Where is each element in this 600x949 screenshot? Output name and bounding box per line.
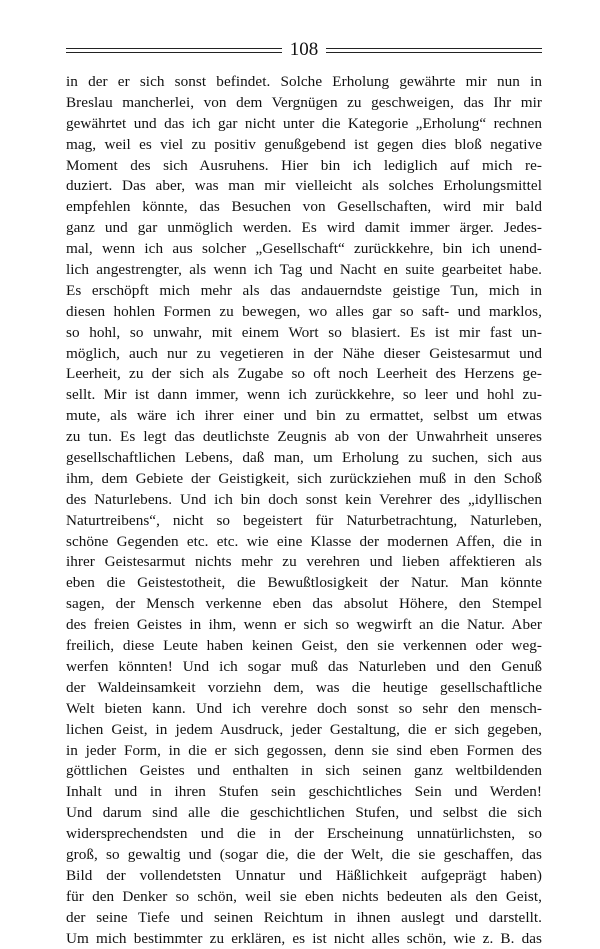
text-line: mal, wenn ich aus solcher „Gesellschaft“ zurückkehre, bin ich unend- <box>66 240 542 258</box>
text-line: Breslau mancherlei, von dem Vergnügen zu geschweigen, das Ihr mir <box>66 93 542 111</box>
text-line: ganz und gar unmöglich werden. Es wird damit immer ärger. Jedes- <box>66 219 542 237</box>
text-line: Leerheit, zu der sich als Zugabe so oft noch Leerheit des Herzens ge- <box>66 365 542 383</box>
text-line: widersprechendsten und die in der Erscheinung unnatürlichsten, so <box>66 825 542 843</box>
text-line: für den Denker so schön, weil sie eben nichts bedeuten als den Geist, <box>66 887 542 905</box>
text-line: in jeder Form, in die er sich gegossen, denn sie sind eben Formen des <box>66 741 542 759</box>
text-line: duziert. Das aber, was man mir vielleicht als solches Erholungsmittel <box>66 177 542 195</box>
text-line: Um mich bestimmter zu erklären, es ist nicht alles schön, wie z. B. das <box>66 929 542 947</box>
text-line: gesellschaftlichen Lebens, daß man, um Erholung zu suchen, sich aus <box>66 449 542 467</box>
running-head <box>66 38 542 62</box>
text-line: zu tun. Es legt das deutlichste Zeugnis ab von der Unwahrheit unseres <box>66 428 542 446</box>
text-line: der seine Tiefe und seinen Reichtum in ihnen auslegt und darstellt. <box>66 908 542 926</box>
text-line: werfen könnten! Und ich sogar muß das Naturleben und den Genuß <box>66 657 542 675</box>
text-line: mag, weil es viel zu positiv genußgebend ist gegen dies bloß negative <box>66 135 542 153</box>
text-line: eben die Geistestotheit, die Bewußtlosigkeit der Natur. Man könnte <box>66 574 542 592</box>
text-line: Inhalt und in ihren Stufen sein geschichtliches Sein und Werden! <box>66 783 542 801</box>
header-rule-left <box>66 48 282 53</box>
text-line: Bild der vollendetsten Unnatur und Häßlichkeit aufgeprägt haben) <box>66 866 542 884</box>
text-line: Es erschöpft mich mehr als das andauerndste geistige Tun, mich in <box>66 281 542 299</box>
text-line: ihrer Geistesarmut nichts mehr zu verehren und lieben affektieren als <box>66 553 542 571</box>
text-line: diesen hohlen Formen zu bewegen, wo alles gar so saft- und marklos, <box>66 302 542 320</box>
text-line: freilich, diese Leute haben keinen Geist, den sie verkennen oder weg- <box>66 637 542 655</box>
text-line: Naturtreibens“, nicht so begeistert für Naturbetrachtung, Naturleben, <box>66 511 542 529</box>
text-line: Und darum sind alle die geschichtlichen Stufen, und selbst die sich <box>66 804 542 822</box>
text-line: sagen, der Mensch verkenne eben das absolut Höhere, den Stempel <box>66 595 542 613</box>
text-line: so hohl, so unwahr, mit einem Wort so blasiert. Es ist mir fast un- <box>66 323 542 341</box>
text-line: der Waldeinsamkeit vorziehn dem, was die heutige gesellschaftliche <box>66 678 542 696</box>
text-line: ihm, dem Gebiete der Geistigkeit, sich zurückziehen muß in den Schoß <box>66 469 542 487</box>
text-line: sellt. Mir ist dann immer, wenn ich zurückkehre, so leer und hohl zu- <box>66 386 542 404</box>
text-line: Moment des sich Ausruhens. Hier bin ich lediglich auf mich re- <box>66 156 542 174</box>
header-rule-right <box>326 48 542 53</box>
body-text <box>66 72 542 949</box>
text-line: des Naturlebens. Und ich bin doch sonst kein Verehrer des „idyllischen <box>66 490 542 508</box>
text-line: möglich, auch nur zu vegetieren in der Nähe dieser Geistesarmut und <box>66 344 542 362</box>
text-line: mute, als wäre ich ihrer einer und bin zu ermattet, selbst um etwas <box>66 407 542 425</box>
text-line: in der er sich sonst befindet. Solche Erholung gewährte mir nun in <box>66 73 542 90</box>
text-line: Welt bieten kann. Und ich verehre doch sonst so sehr den mensch- <box>66 699 542 717</box>
text-line: empfehlen könnte, das Besuchen von Gesellschaften, wird mir bald <box>66 198 542 216</box>
text-line: göttlichen Geistes und enthalten in sich seinen ganz weltbildenden <box>66 762 542 780</box>
text-line: gewährtet und das ich gar nicht unter die Kategorie „Erholung“ rechnen <box>66 114 542 132</box>
text-line: schöne Gegenden etc. etc. wie eine Klasse der modernen Affen, die in <box>66 532 542 550</box>
text-line: lich angestrengter, als wenn ich Tag und Nacht en suite gearbeitet habe. <box>66 261 542 279</box>
page-number: 108 <box>289 39 319 60</box>
text-line: lichen Geist, in jedem Ausdruck, jeder Gestaltung, die er sich gegeben, <box>66 720 542 738</box>
text-line: des freien Geistes in ihm, wenn er sich so wegwirft an die Natur. Aber <box>66 616 542 634</box>
text-line: groß, so gewaltig und (sogar die, die der Welt, die sie geschaffen, das <box>66 845 542 863</box>
book-page <box>66 38 542 949</box>
